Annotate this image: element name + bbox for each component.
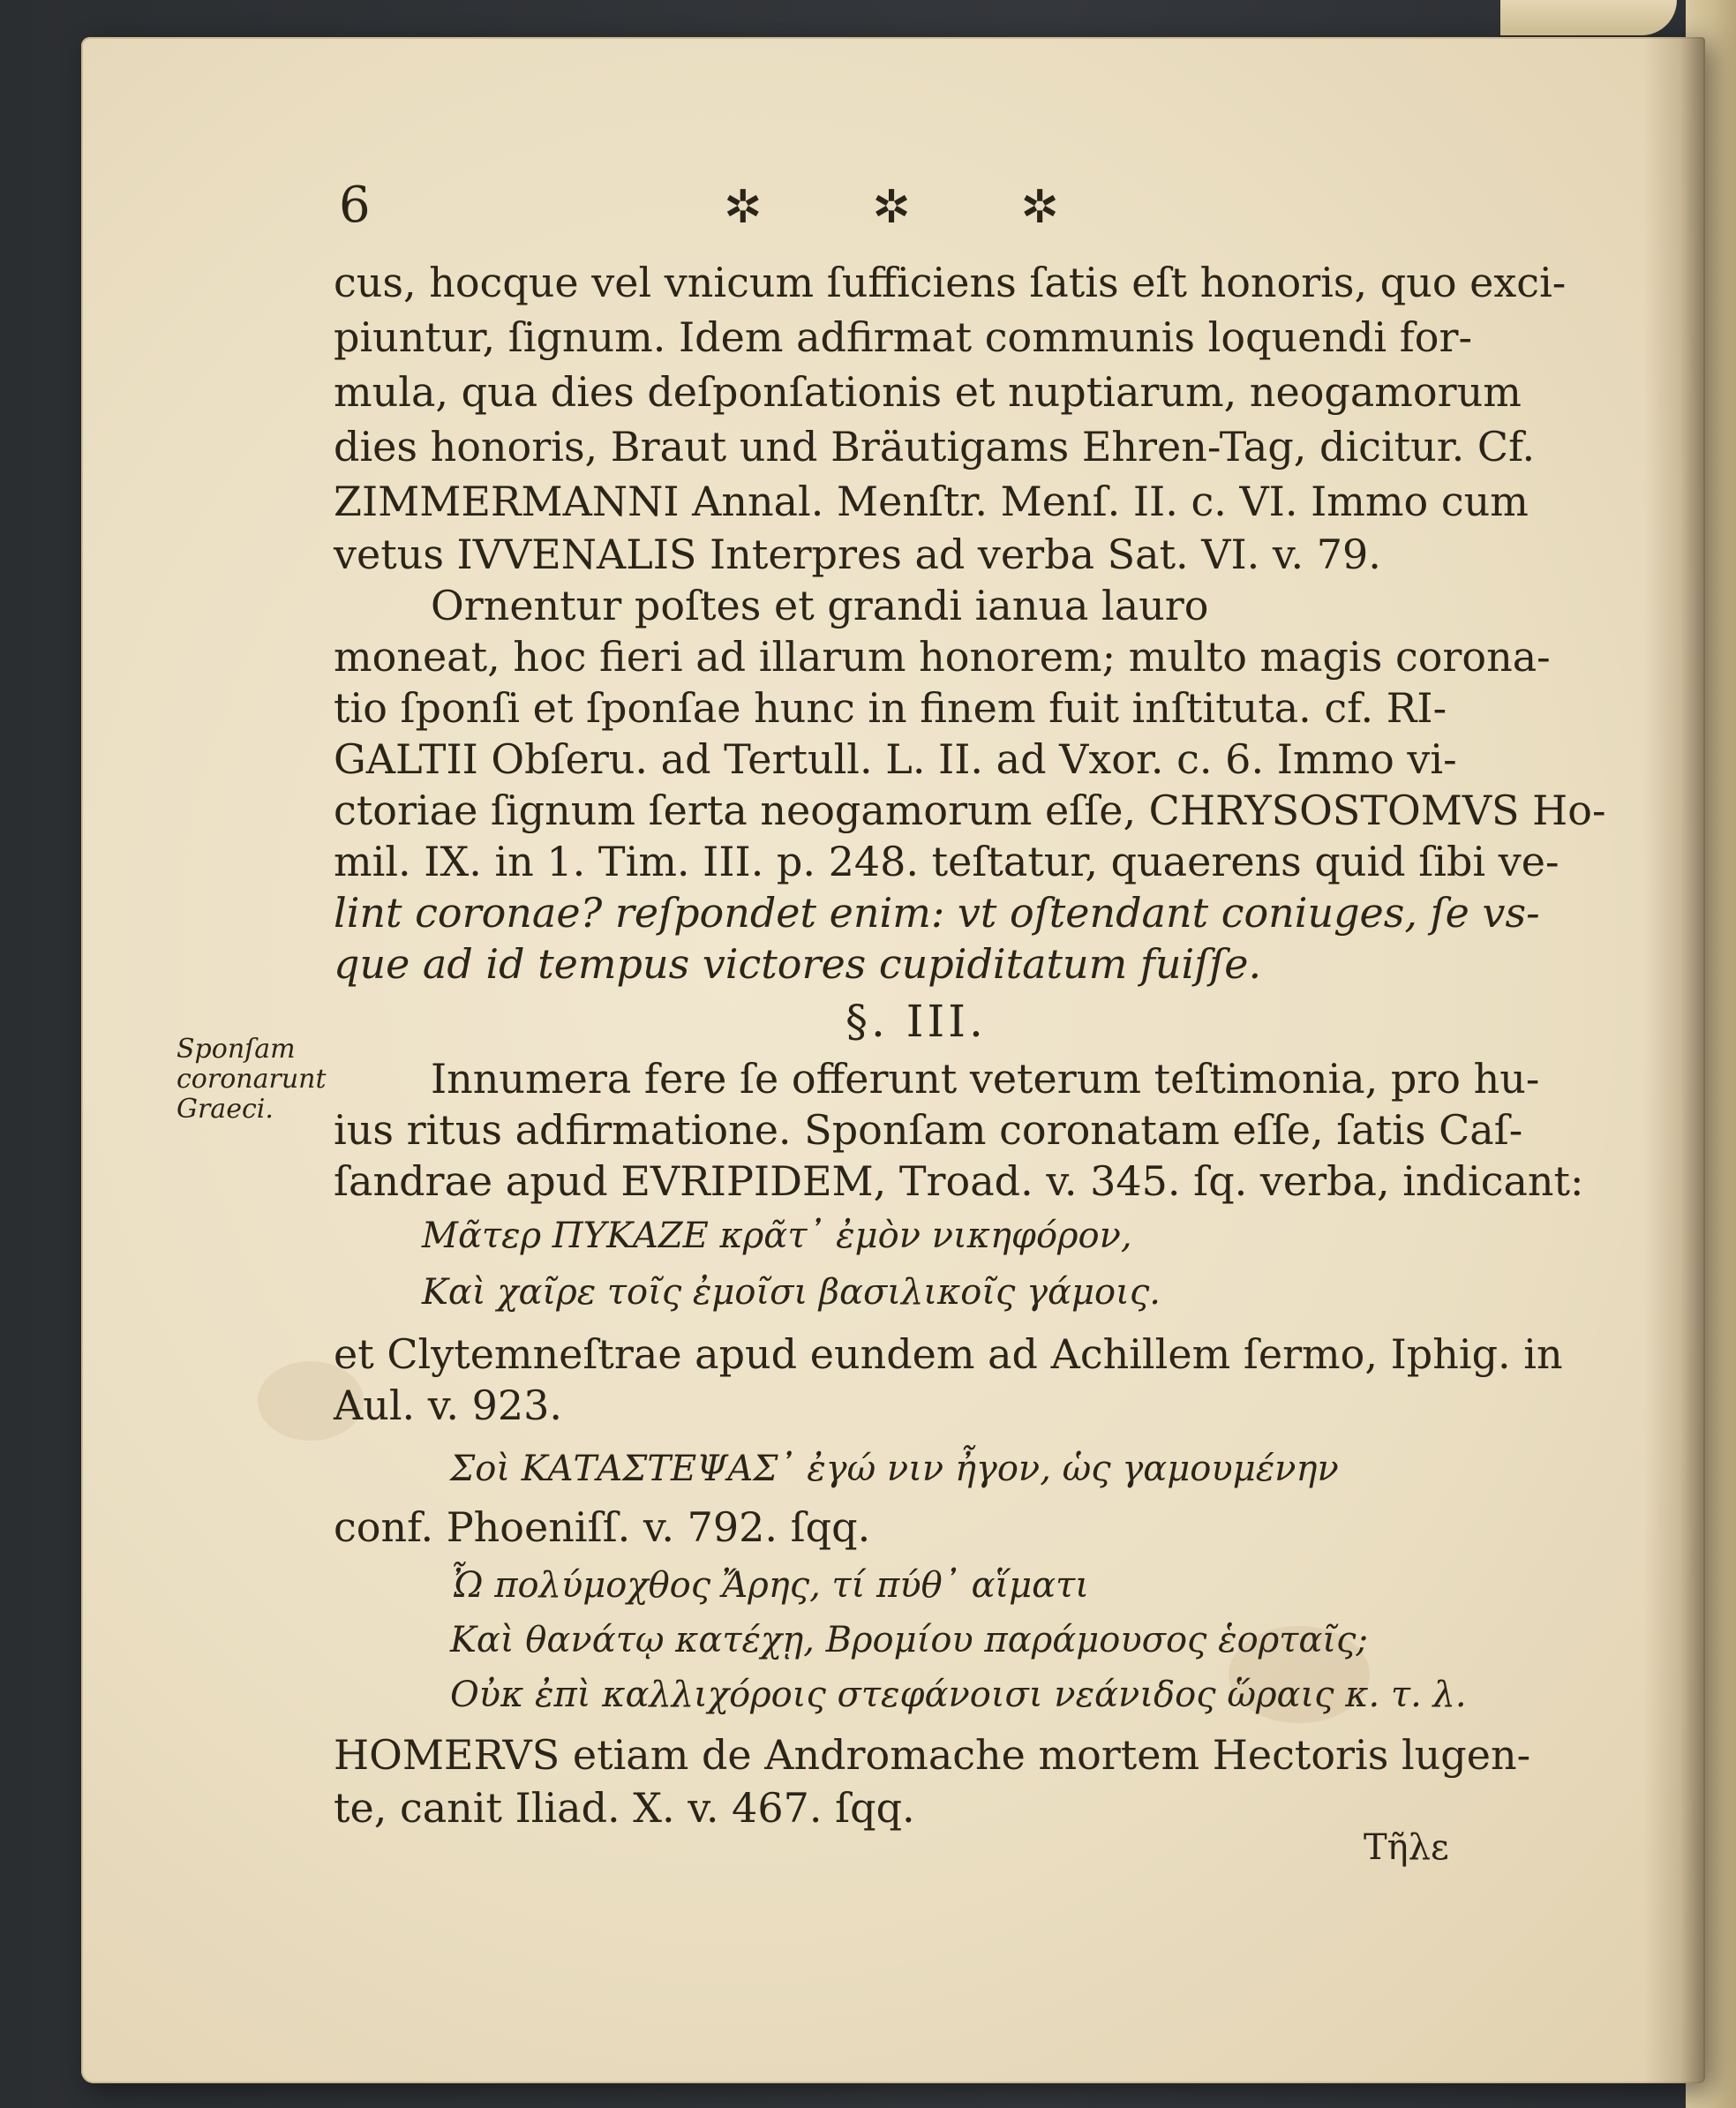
text-line: ſandrae apud EVRIPIDEM, Troad. v. 345. ſq. verba, indicant: <box>334 1157 1584 1205</box>
text-line: mil. IX. in 1. Tim. III. p. 248. teſtatur, quaerens quid ſibi ve- <box>334 838 1559 885</box>
star-ornament-icon: ✲ <box>1020 181 1059 234</box>
verse-quote-line: Ornentur poſtes et grandi ianua lauro <box>431 582 1209 629</box>
greek-verse-line: Καὶ χαῖρε τοῖς ἐμοῖσι βασιλικοῖς γάμοις. <box>422 1272 1161 1313</box>
text-line: tio ſponſi et ſponſae hunc in finem fuit inſtituta. cf. RI- <box>334 684 1447 732</box>
greek-verse-line: Οὐκ ἐπὶ καλλιχόροις στεφάνοισι νεάνιδος ὥραις κ. τ. λ. <box>450 1675 1467 1715</box>
star-ornament-icon: ✲ <box>724 181 763 234</box>
text-line: ZIMMERMANNI Annal. Menſtr. Menſ. II. c. VI. Immo cum <box>334 478 1529 525</box>
text-line: Aul. v. 923. <box>334 1381 562 1429</box>
greek-verse-line: Καὶ θανάτῳ κατέχῃ, Βρομίου παράμουσος ἑορταῖς; <box>450 1620 1368 1660</box>
text-line: cus, hocque vel vnicum ſufficiens ſatis eſt honoris, quo exci- <box>334 259 1567 306</box>
page-number: 6 <box>339 177 371 234</box>
text-line: ctoriae ſignum ſerta neogamorum eſſe, CHRYSOSTOMVS Ho- <box>334 787 1606 834</box>
greek-verse-line: Μᾶτερ ΠΥΚΑΖΕ κρᾶτ᾽ ἐμὸν νικηφόρον, <box>422 1216 1132 1256</box>
greek-verse-line: Ὦ πολύμοχθος Ἄρης, τί πύθ᾽ αἵματι <box>450 1565 1089 1606</box>
text-line: te, canit Iliad. X. v. 467. ſqq. <box>334 1784 915 1832</box>
marginal-note-line: Graeci. <box>177 1094 274 1125</box>
text-line: vetus IVVENALIS Interpres ad verba Sat. VI. v. 79. <box>334 531 1381 578</box>
catchword: Τῆλε <box>1364 1827 1449 1868</box>
text-line: et Clytemneſtrae apud eundem ad Achillem ſermo, Iphig. in <box>334 1330 1563 1378</box>
marginal-note-line: coronarunt <box>177 1064 327 1095</box>
section-heading: §. III. <box>845 996 987 1047</box>
text-line: ius ritus adfirmatione. Sponſam coronatam eſſe, ſatis Caſ- <box>334 1106 1523 1154</box>
star-ornament-icon: ✲ <box>872 181 911 234</box>
text-line: conf. Phoeniſſ. v. 792. ſqq. <box>334 1503 871 1551</box>
text-line: HOMERVS etiam de Andromache mortem Hectoris lugen- <box>334 1731 1531 1779</box>
text-line: dies honoris, Braut und Bräutigams Ehren-Tag, dicitur. Cf. <box>334 423 1536 471</box>
text-line: piuntur, ſignum. Idem adfirmat communis loquendi for- <box>334 313 1473 361</box>
header-ornament <box>724 181 1059 234</box>
marginal-note <box>177 1035 327 1125</box>
text-line: lint coronae? reſpondet enim: vt oſtendant coniuges, ſe vs- <box>334 889 1540 937</box>
text-line: GALTII Obſeru. ad Tertull. L. II. ad Vxor. c. 6. Immo vi- <box>334 735 1457 783</box>
greek-verse-line: Σοὶ ΚΑΤΑΣΤΕΨΑΣ᾽ ἐγώ νιν ἦγον, ὡς γαμουμένην <box>450 1449 1339 1489</box>
text-line: moneat, hoc fieri ad illarum honorem; multo magis corona- <box>334 633 1551 681</box>
text-line: que ad id tempus victores cupiditatum fuiſſe. <box>334 940 1262 988</box>
marginal-note-line: Sponſam <box>177 1034 296 1065</box>
text-line: mula, qua dies deſponſationis et nuptiarum, neogamorum <box>334 368 1522 416</box>
text-line: Innumera fere ſe offerunt veterum teſtimonia, pro hu- <box>431 1055 1540 1103</box>
